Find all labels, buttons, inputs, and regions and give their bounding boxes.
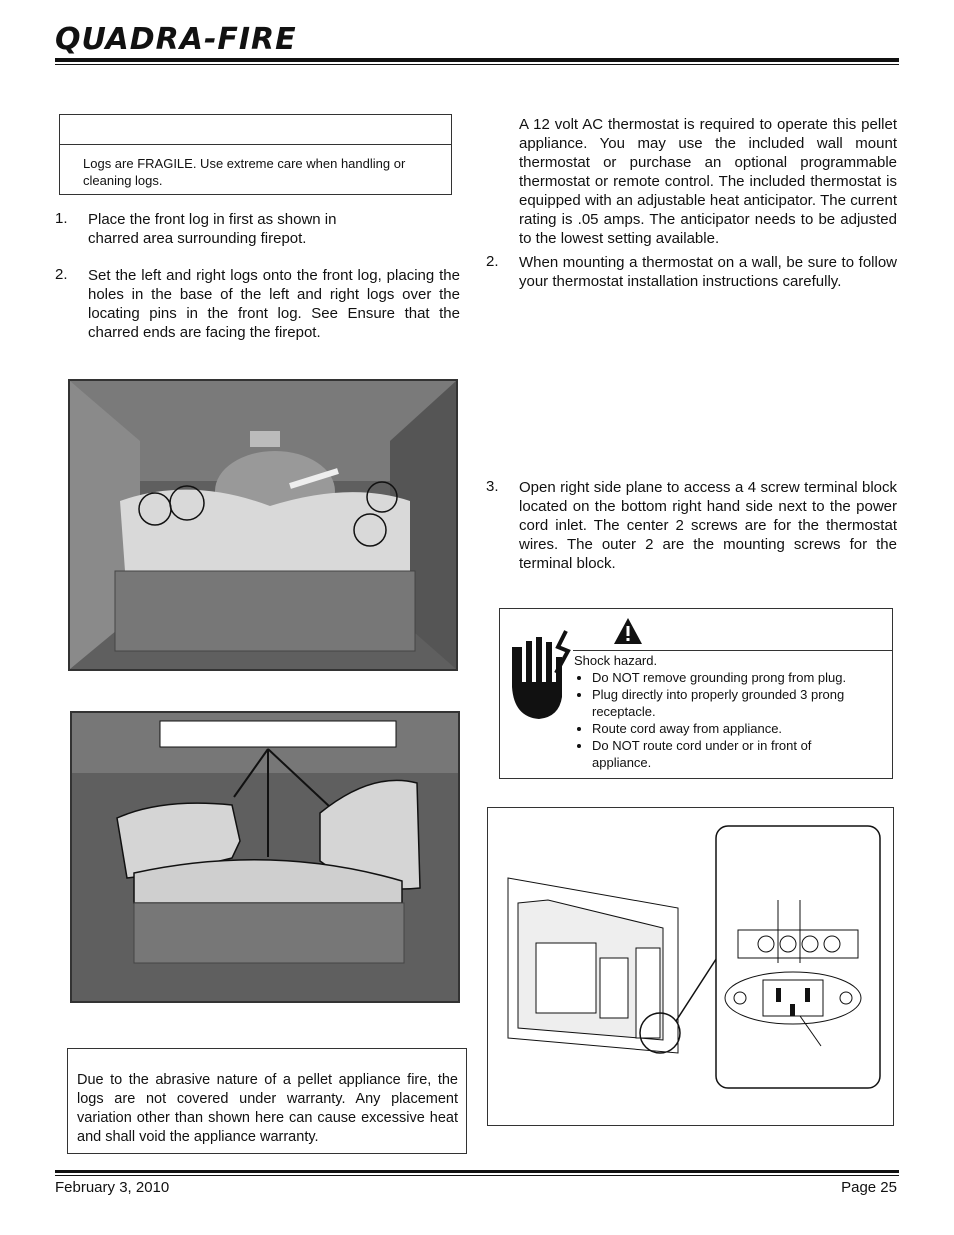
stove-terminal-illustration bbox=[488, 808, 893, 1125]
firepot-log-photo-2 bbox=[70, 711, 460, 1003]
warning-item: • Do NOT route cord under or in front of appliance. bbox=[592, 737, 874, 771]
thermostat-intro: A 12 volt AC thermostat is required to operate this pellet appliance. You may use the included wall mount thermostat or purchase an optional programmable thermostat or remote control. The included thermostat is equipped with an adjustable heat anticipator. The current rating is .05 amps. The anticipator needs to be adjusted to the lowest setting available. bbox=[519, 116, 897, 247]
shock-warning-box bbox=[499, 608, 893, 779]
header-rule bbox=[55, 58, 899, 62]
warning-triangle-icon bbox=[613, 617, 643, 645]
caution-box-header bbox=[60, 115, 451, 145]
log-placement-illustration-2 bbox=[72, 713, 458, 1001]
step-1-text: Place the front log in first as shown in charred area surrounding firepot. bbox=[88, 211, 337, 247]
firepot-log-photo-1 bbox=[68, 379, 458, 671]
step-2-text: Set the left and right logs onto the front log, placing the holes in the base of the left and right logs over the locating pins in the front log. See Ensure that the charred ends are facing the firepot. bbox=[88, 267, 460, 341]
warning-item: • Plug directly into properly grounded 3 prong receptacle. bbox=[592, 686, 874, 720]
footer-rule-thin bbox=[55, 1175, 899, 1176]
electric-shock-hand-icon bbox=[504, 627, 574, 727]
footer-page: Page 25 bbox=[841, 1179, 897, 1196]
terminal-block-diagram bbox=[487, 807, 894, 1126]
warranty-notice-box bbox=[67, 1048, 467, 1154]
step-r2-num: 2. bbox=[486, 253, 499, 270]
step-r3-text: Open right side plane to access a 4 screw terminal block located on the bottom right hand side next to the power cord inlet. The center 2 screws are for the thermostat wires. The outer 2 are the mounting screws for the terminal block. bbox=[519, 479, 897, 572]
quadra-fire-logo: QUADRA-FIRE bbox=[55, 22, 297, 57]
footer-rule bbox=[55, 1170, 899, 1173]
caution-text: Logs are FRAGILE. Use extreme care when handling or cleaning logs. bbox=[83, 156, 406, 188]
step-r3-num: 3. bbox=[486, 478, 499, 495]
step-r2-text: When mounting a thermostat on a wall, be sure to follow your thermostat installation instructions carefully. bbox=[519, 254, 897, 290]
warning-item: • Route cord away from appliance. bbox=[592, 720, 874, 737]
warranty-notice-text: Due to the abrasive nature of a pellet appliance fire, the logs are not covered under warranty. Any placement variation other than shown here can cause excessive heat and shall void the appliance warranty. bbox=[77, 1072, 458, 1145]
warning-lead: Shock hazard. bbox=[574, 653, 658, 668]
warning-item: • Do NOT remove grounding prong from plug. bbox=[592, 669, 874, 686]
log-placement-illustration-1 bbox=[70, 381, 456, 669]
warning-list bbox=[574, 669, 874, 771]
caution-box bbox=[59, 114, 452, 195]
header-rule-thin bbox=[55, 64, 899, 65]
footer-date: February 3, 2010 bbox=[55, 1179, 170, 1196]
warning-header bbox=[573, 609, 892, 651]
step-2-num: 2. bbox=[55, 266, 68, 283]
step-1-num: 1. bbox=[55, 210, 68, 227]
